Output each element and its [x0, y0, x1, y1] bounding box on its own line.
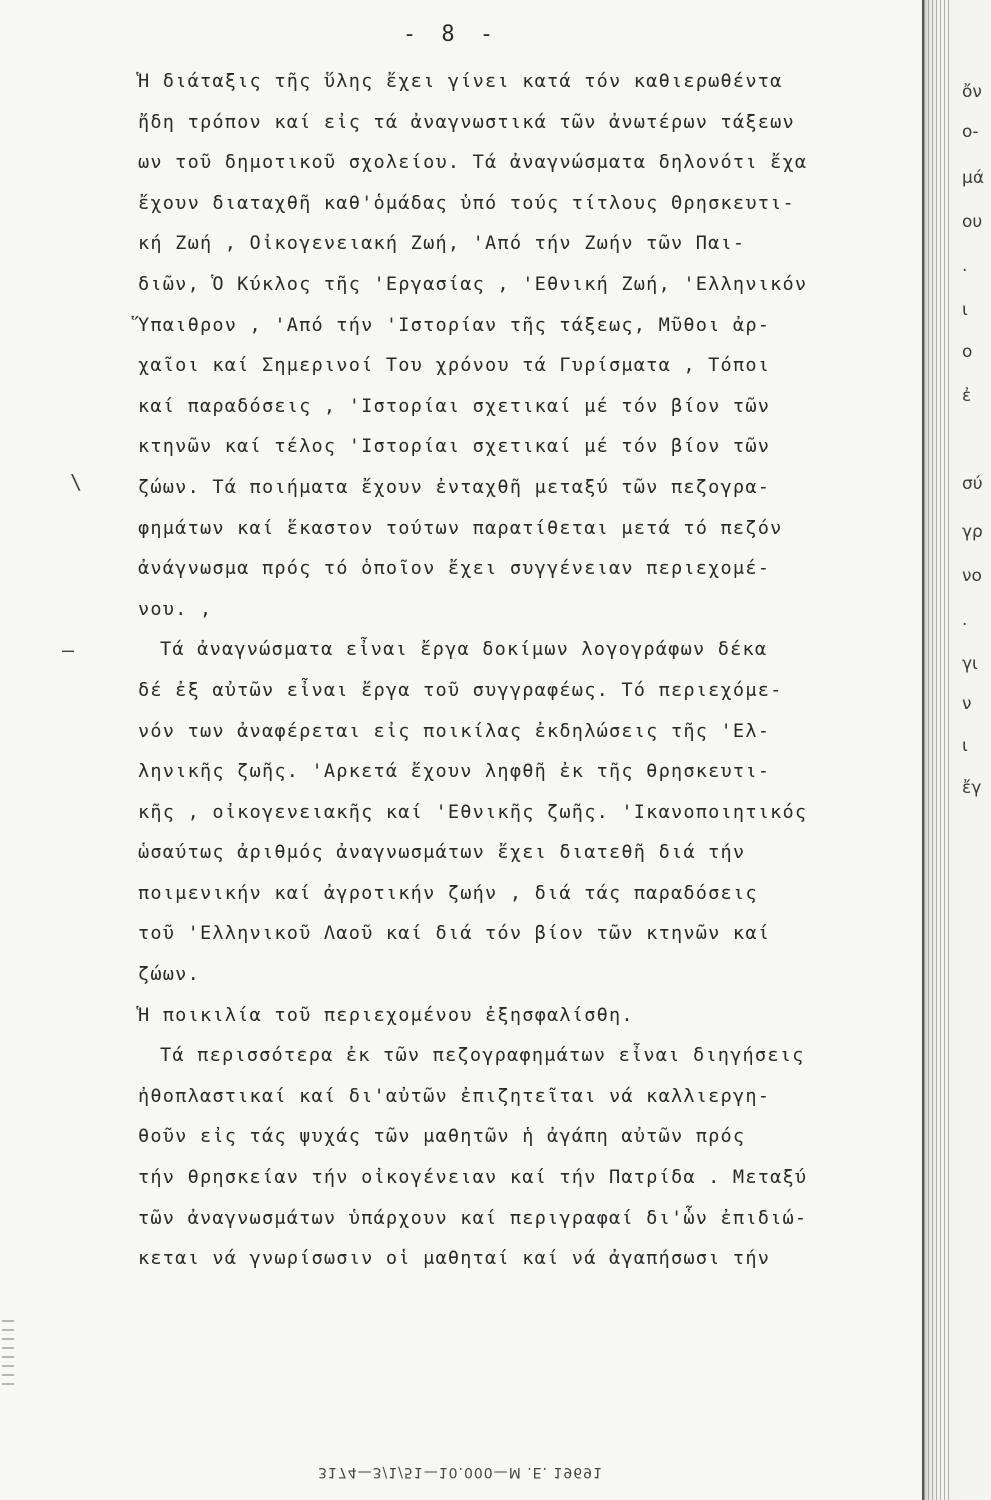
adjacent-page-fragment: ἔγ	[962, 778, 982, 798]
text-line: ἀνάγνωσμα πρός τό ὁποῖον ἔχει συγγένειαν περιεχομέ-	[138, 558, 771, 580]
text-line: νόν των ἀναφέρεται εἰς ποικίλας ἐκδηλώσεις τῆς 'Ελ-	[138, 720, 771, 742]
text-line: ἠθοπλαστικαί καί δι'αὐτῶν ἐπιζητεῖται νά καλλιεργη-	[138, 1085, 771, 1107]
text-line: Ἡ διάταξις τῆς ὕλης ἔχει γίνει κατά τόν καθιερωθέντα	[138, 71, 783, 92]
adjacent-page-fragment: .	[962, 610, 968, 630]
adjacent-page-fragment: ου	[962, 212, 983, 232]
text-line: ἔχουν διαταχθῆ καθ'ὁμάδας ὑπό τούς τίτλους Θρησκευτι-	[138, 192, 795, 214]
adjacent-page-fragment: μά	[962, 168, 985, 188]
margin-pencil-mark: \	[70, 470, 83, 494]
text-line: κτηνῶν καί τέλος 'Ιστορίαι σχετικαί μέ τόν βίον τῶν	[138, 436, 771, 458]
adjacent-page-fragment: γι	[962, 654, 978, 674]
text-line: κή Ζωή , Οἰκογενειακή Ζωή, 'Από τήν Ζωήν τῶν Παι-	[138, 233, 746, 255]
adjacent-page-fragment: νο	[962, 566, 982, 586]
text-line: δέ ἐξ αὐτῶν εἶναι ἔργα τοῦ συγγραφέως. Τό περιεχόμε-	[138, 679, 783, 701]
text-line: φημάτων καί ἕκαστον τούτων παρατίθεται μετά τό πεζόν	[138, 517, 783, 539]
page-number: - 8 -	[402, 22, 500, 47]
text-line: καί παραδόσεις , 'Ιστορίαι σχετικαί μέ τόν βίον τῶν	[138, 395, 771, 417]
paragraph-start-line: Ἡ ποικιλία τοῦ περιεχομένου ἐξησφαλίσθη.	[138, 1004, 634, 1026]
paragraph-start-line: Τά περισσότερα ἐκ τῶν πεζογραφημάτων εἶναι διηγήσεις	[160, 1045, 805, 1067]
adjacent-page-fragment: ο-	[962, 122, 979, 142]
adjacent-page-fragment: ἐ	[962, 386, 972, 406]
adjacent-page-fragment: σύ	[962, 474, 983, 494]
text-line: θοῦν εἰς τάς ψυχάς τῶν μαθητῶν ἡ ἀγάπη αὐτῶν πρός	[138, 1126, 746, 1148]
text-line: τήν θρησκείαν τήν οἰκογένειαν καί τήν Πατρίδα . Μεταξύ	[138, 1167, 808, 1189]
margin-dash-mark: —	[62, 638, 75, 662]
printer-imprint: 3174—3/1/51—10.000—Μ .Ε. 19691	[318, 1464, 603, 1480]
text-line: χαῖοι καί Σημερινοί Του χρόνου τά Γυρίσματα , Τόποι	[138, 355, 771, 377]
adjacent-page-fragment: ι	[962, 300, 968, 320]
adjacent-page-fragment: .	[962, 256, 968, 276]
adjacent-page-strip	[922, 0, 991, 1500]
adjacent-page-fragment: ο	[962, 342, 973, 362]
text-line: ληνικῆς ζωῆς. 'Αρκετά ἔχουν ληφθῆ ἐκ τῆς θρησκευτι-	[138, 761, 771, 783]
text-line: κεται νά γνωρίσωσιν οἱ μαθηταί καί νά ἀγαπήσωσι τήν	[138, 1248, 771, 1270]
text-line: Ὕπαιθρον , 'Από τήν 'Ιστορίαν τῆς τάξεως, Μῦθοι ἀρ-	[138, 314, 771, 336]
text-line: τοῦ 'Ελληνικοῦ Λαοῦ καί διά τόν βίον τῶν κτηνῶν καί	[138, 923, 771, 945]
text-line: νου. ,	[138, 598, 213, 620]
text-line: διῶν, Ὁ Κύκλος τῆς 'Εργασίας , 'Εθνική Ζωή, 'Ελληνικόν	[138, 273, 808, 295]
text-line: ποιμενικήν καί ἀγροτικήν ζωήν , διά τάς παραδόσεις	[138, 882, 758, 904]
adjacent-page-fragment: ι	[962, 736, 968, 756]
adjacent-page-fragment: ν	[962, 694, 972, 714]
paragraph-start-line: Τά ἀναγνώσματα εἶναι ἔργα δοκίμων λογογράφων δέκα	[160, 639, 768, 661]
scan-edge-artifact	[2, 1320, 14, 1390]
adjacent-page-fragment: γρ	[962, 522, 983, 542]
text-line: ἤδη τρόπον καί εἰς τά ἀναγνωστικά τῶν ἀνωτέρων τάξεων	[138, 111, 795, 133]
adjacent-page-fragment: ὄν	[962, 82, 982, 102]
document-body	[138, 62, 918, 1280]
text-line: ὡσαύτως ἀριθμός ἀναγνωσμάτων ἔχει διατεθῆ διά τήν	[138, 842, 746, 864]
text-line: κῆς , οἰκογενειακῆς καί 'Εθνικῆς ζωῆς. 'Ικανοποιητικός	[138, 801, 808, 823]
binding-shadow	[924, 0, 950, 1500]
text-line: τῶν ἀναγνωσμάτων ὑπάρχουν καί περιγραφαί δι'ὧν ἐπιδιώ-	[138, 1207, 808, 1229]
text-line: ζώων. Τά ποιήματα ἔχουν ἐνταχθῆ μεταξύ τῶν πεζογρα-	[138, 476, 771, 498]
text-line: ων τοῦ δημοτικοῦ σχολείου. Τά ἀναγνώσματα δηλονότι ἔχα	[138, 152, 808, 174]
text-line: ζώων.	[138, 964, 200, 986]
